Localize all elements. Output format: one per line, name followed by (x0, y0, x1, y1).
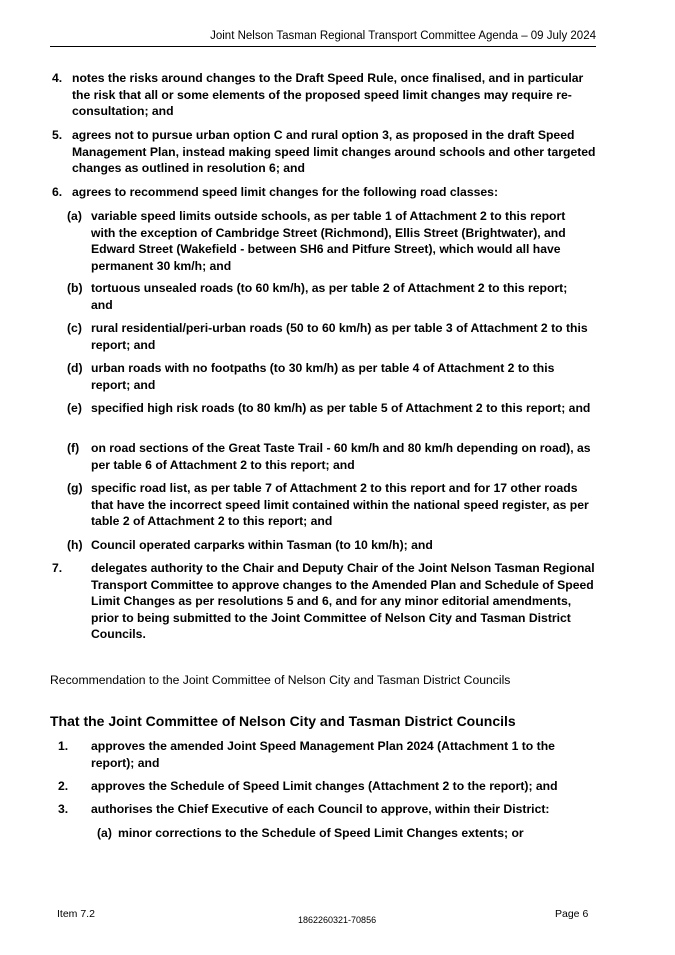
resolution-number: 6. (52, 185, 63, 199)
sub-item-label: (a) (67, 209, 82, 223)
joint-item-text: authorises the Chief Executive of each Council to approve, within their District: (91, 802, 550, 816)
footer-item-label: Item 7.2 (57, 908, 95, 920)
sub-item-label: (e) (67, 401, 82, 415)
footer-page-number: Page 6 (555, 908, 589, 920)
sub-item-label: (g) (67, 481, 83, 495)
resolution-number: 5. (52, 128, 63, 142)
sub-item-label: (c) (67, 321, 82, 335)
resolution-number: 7. (52, 561, 63, 575)
joint-item-number: 2. (58, 779, 69, 793)
sub-item-label: (b) (67, 281, 83, 295)
sub-item-text: Council operated carparks within Tasman (to 10 km/h); and (91, 538, 433, 552)
sub-item-text: specific road list, as per table 7 of Attachment 2 to this report and for 17 other roads that have the incorrect speed limit contained within the national speed register, as per table 2 of Attachment 2 to this report; and (91, 481, 589, 528)
sub-item-label: (f) (67, 441, 80, 455)
sub-item-text: specified high risk roads (to 80 km/h) as per table 5 of Attachment 2 to this report; and (91, 401, 591, 415)
recommendation-intro: Recommendation to the Joint Committee of Nelson City and Tasman District Councils (50, 673, 511, 687)
sub-item-text: variable speed limits outside schools, as per table 1 of Attachment 2 to this report with the exception of Cambridge Street (Richmond), Ellis Street (Brightwater), and Edward Street (Wakefield - between SH6 and Pitfure Street), which would all have permanent 30 km/h; and (91, 209, 566, 273)
resolution-text: delegates authority to the Chair and Deputy Chair of the Joint Nelson Tasman Regional Transport Committee to approve changes to the Amended Plan and Schedule of Speed Limit Changes as per resolutions 5 and 6, and for any minor editorial amendments, prior to being submitted to the Joint Committee of Nelson City and Tasman District Councils. (91, 561, 595, 641)
joint-item-text: approves the Schedule of Speed Limit changes (Attachment 2 to the report); and (91, 779, 558, 793)
sub-item-text: tortuous unsealed roads (to 60 km/h), as per table 2 of Attachment 2 to this report; and (91, 281, 568, 312)
joint-sub-item-text: minor corrections to the Schedule of Speed Limit Changes extents; or (118, 826, 524, 840)
sub-item-text: rural residential/peri-urban roads (50 to 60 km/h) as per table 3 of Attachment 2 to this report; and (91, 321, 588, 352)
resolution-number: 4. (52, 71, 63, 85)
sub-item-label: (d) (67, 361, 83, 375)
header-rule (50, 46, 596, 47)
sub-item-text: urban roads with no footpaths (to 30 km/h) as per table 4 of Attachment 2 to this report; and (91, 361, 555, 392)
sub-item-label: (h) (67, 538, 83, 552)
joint-committee-heading: That the Joint Committee of Nelson City and Tasman District Councils (50, 713, 516, 729)
page-header: Joint Nelson Tasman Regional Transport Committee Agenda – 09 July 2024 (210, 30, 596, 42)
footer-doc-id: 1862260321-70856 (298, 915, 377, 925)
joint-item-number: 3. (58, 802, 69, 816)
resolution-text: agrees to recommend speed limit changes for the following road classes: (72, 185, 498, 199)
joint-item-number: 1. (58, 739, 69, 753)
resolution-text: notes the risks around changes to the Draft Speed Rule, once finalised, and in particular the risk that all or some elements of the proposed speed limit changes may require re-consultation; and (72, 71, 584, 118)
joint-item-text: approves the amended Joint Speed Management Plan 2024 (Attachment 1 to the report); and (91, 739, 555, 770)
joint-sub-item-label: (a) (97, 826, 112, 840)
sub-item-text: on road sections of the Great Taste Trail - 60 km/h and 80 km/h depending on road), as per table 6 of Attachment 2 to this report; and (91, 441, 591, 472)
resolution-text: agrees not to pursue urban option C and rural option 3, as proposed in the draft Speed Management Plan, instead making speed limit changes around schools and other targeted changes as outlined in resolution 6; and (72, 128, 596, 175)
